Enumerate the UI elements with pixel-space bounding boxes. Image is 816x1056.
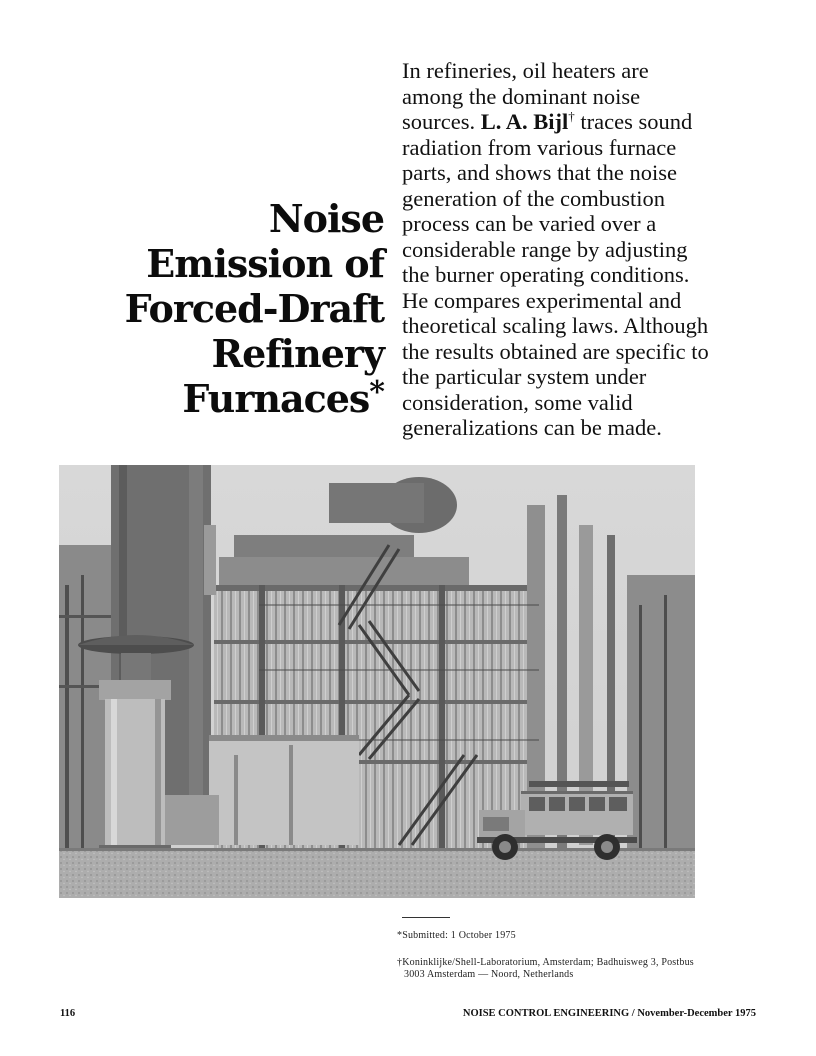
title-line-1: Noise xyxy=(268,196,384,241)
abstract-line: consideration, some valid xyxy=(402,389,633,415)
abstract-line: radiation from various furnace xyxy=(402,134,677,160)
abstract-line: parts, and shows that the noise xyxy=(402,160,677,185)
footnote-rule xyxy=(402,917,450,918)
author-name: L. A. Bijl xyxy=(480,109,569,134)
abstract-line: process can be varied over a xyxy=(402,211,657,236)
footnote-submitted: *Submitted: 1 October 1975 xyxy=(397,930,516,941)
abstract-line: considerable range by adjusting xyxy=(402,236,688,262)
abstract-line xyxy=(402,109,762,135)
abstract-line: the results obtained are specific to xyxy=(402,338,709,364)
abstract-line: theoretical scaling laws. Although xyxy=(402,313,709,338)
footnote-affiliation xyxy=(397,957,777,981)
abstract-text: sources. xyxy=(402,109,481,134)
abstract-line: He compares experimental and xyxy=(402,287,682,313)
footnote-affiliation-line-1: †Koninklijke/Shell-Laboratorium, Amsterdam; Badhuisweg 3, Postbus xyxy=(397,957,694,968)
title-line-5-text: Furnaces xyxy=(182,376,370,421)
abstract xyxy=(402,58,762,441)
refinery-furnace-photo xyxy=(59,465,695,898)
abstract-text: traces sound xyxy=(574,109,693,134)
abstract-line: In refineries, oil heaters are xyxy=(402,58,649,83)
title-line-5 xyxy=(60,376,384,421)
abstract-line: the burner operating conditions. xyxy=(402,262,690,287)
abstract-line: among the dominant noise xyxy=(402,83,641,109)
journal-footer: NOISE CONTROL ENGINEERING / November-December 1975 xyxy=(462,1008,756,1019)
title-footnote-mark: * xyxy=(369,375,384,410)
title-line-3: Forced-Draft xyxy=(124,286,384,331)
article-title xyxy=(60,196,384,421)
abstract-line: generation of the combustion xyxy=(402,185,666,211)
page-number: 116 xyxy=(60,1008,76,1019)
title-line-4: Refinery xyxy=(211,331,384,376)
title-line-2: Emission of xyxy=(146,241,384,286)
abstract-line: the particular system under xyxy=(402,364,647,389)
author-footnote-mark: † xyxy=(568,108,575,124)
abstract-line: generalizations can be made. xyxy=(402,415,662,440)
footnote-affiliation-line-2: 3003 Amsterdam — Noord, Netherlands xyxy=(404,969,574,980)
